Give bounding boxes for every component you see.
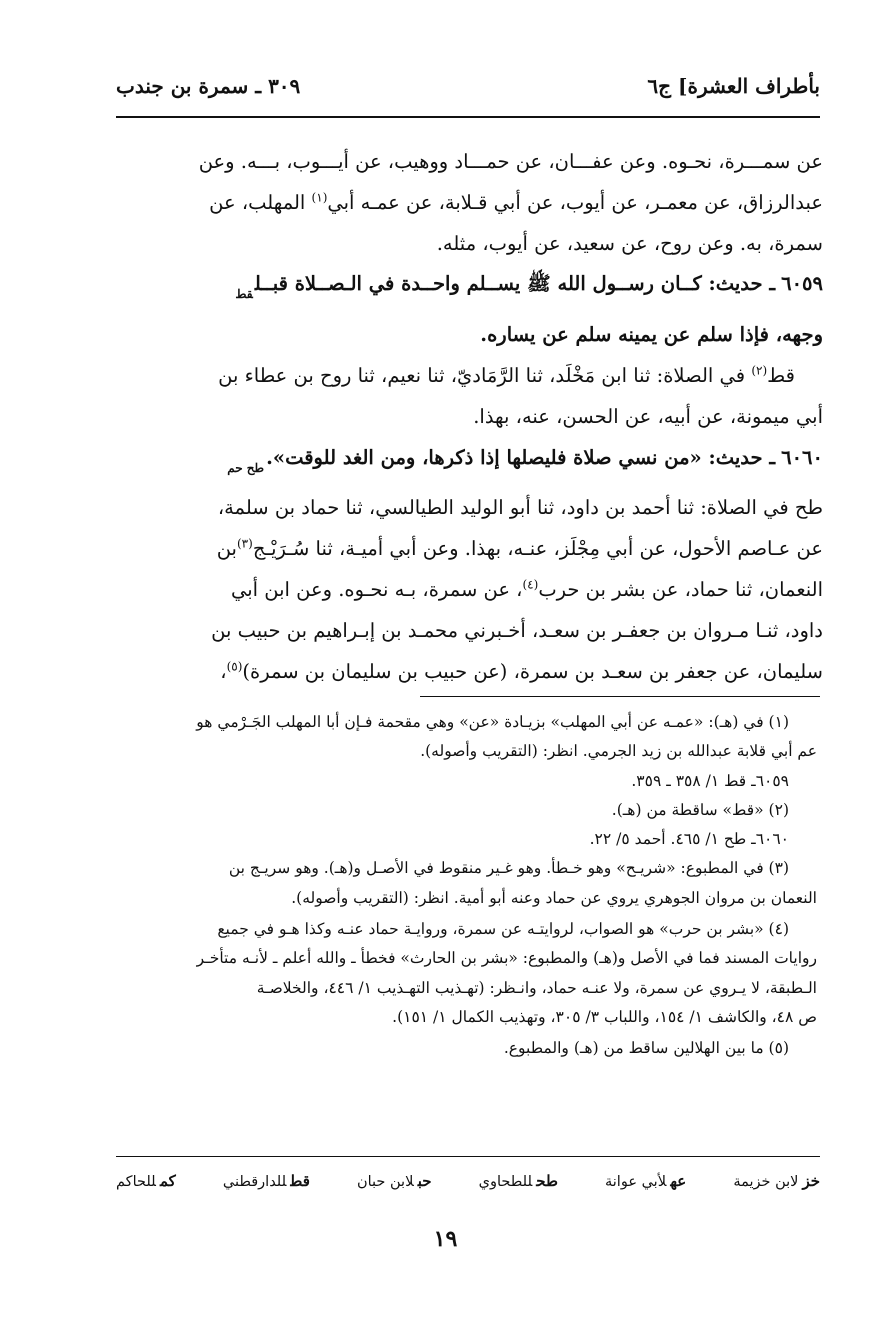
abbreviation-item: حبلابن حبان bbox=[356, 1172, 432, 1190]
abbreviation-item: كمللحاكم bbox=[116, 1172, 176, 1190]
footnote-ref: (٢) bbox=[751, 363, 768, 378]
footnote-5: (٥) ما بين الهلالين ساقط من (هـ) والمطبوع. bbox=[503, 1039, 789, 1058]
main-text bbox=[112, 142, 823, 692]
footnote-2: (٢) «قط» ساقطة من (هـ). bbox=[611, 800, 789, 819]
header-divider bbox=[116, 116, 820, 118]
abbreviation-item: عهلأبي عوانة bbox=[604, 1172, 687, 1190]
running-header bbox=[116, 64, 820, 108]
footnote-line: روايات المسند فما في الأصل و(هـ) والمطبوع: «بشر بن الحارث» فخطأ ـ والله أعلم ـ لأنـه متأخـر bbox=[196, 949, 817, 968]
abbreviation-item: قطللدارقطني bbox=[222, 1172, 310, 1190]
footnote-line: عم أبي قلابة عبدالله بن زيد الجرمي. انظر: (التقريب وأصوله). bbox=[420, 742, 817, 761]
text-line: سمرة، به. وعن روح، عن سعيد، عن أيوب، مثله. bbox=[436, 231, 823, 255]
source-6060: طح في الصلاة: ثنا أحمد بن داود، ثنا أبو الوليد الطيالسي، ثنا حماد بن سلمة، عن عـاصم الأحول، عن أبي مِجْلَز، عنـه، بهذا. وعن أبي أميـة، ثنا سُـرَيْـج$^{(٣)}$بن النعمان، ثنا حماد، عن بشر بن حرب$^{(٤)}$، عن سمرة، بـه نحـوه. وعن ابن أبي داود، ثنـا مـروان بن جعفـر بن سعـد، أخـبرني محمـد بن إبـراهيم بن حبيب بن سليمان، عن جعفر بن سعـد بن سمرة، (عن حبيب بن سليمان بن سمرة)$^{(٥)}$، bbox=[211, 496, 823, 683]
footnote-ref: (٣) bbox=[236, 536, 253, 551]
page-number: ١٩ bbox=[433, 1226, 458, 1252]
hadith-number: ٦٠٥٩ bbox=[781, 272, 823, 296]
footnote-4: (٤) «بشر بن حرب» هو الصواب، لروايتـه عن سمرة، وروايـة حماد عنـه وكذا هـو في جميع bbox=[217, 920, 789, 939]
footnote-divider bbox=[420, 696, 820, 697]
source-symbol: قط bbox=[235, 287, 253, 302]
footnotes bbox=[112, 708, 817, 1064]
abbreviation-item: خزلابن خزيمة bbox=[733, 1172, 820, 1190]
source-symbol: طح حم bbox=[227, 460, 265, 475]
abbreviation-key bbox=[116, 1172, 820, 1190]
footnote-line: ٦٠٦٠ـ طح ١/ ٤٦٥. أحمد ٥/ ٢٢. bbox=[589, 830, 789, 849]
footnote-line: ٦٠٥٩ـ قط ١/ ٣٥٨ ـ ٣٥٩. bbox=[631, 771, 789, 790]
footer-divider bbox=[116, 1156, 820, 1157]
hadith-number: ٦٠٦٠ bbox=[781, 445, 823, 469]
text-line: عبدالرزاق، عن معمـر، عن أيوب، عن أبي قـلابة، عن عمـه أبي$^{(١)}$ المهلب، عن bbox=[209, 190, 823, 214]
text-line: عن سمـــرة، نحـوه. وعن عفـــان، عن حمـــاد ووهيب، عن أيـــوب، بـــه. وعن bbox=[198, 150, 823, 173]
hadith-6059: ٦٠٥٩ـ حديث: كــان رســول الله ﷺ يســلم واحــدة في الـصــلاة قبــل$_{قط}$ وجهه، فإذا سلم عن يمينه سلم عن يساره. bbox=[235, 272, 823, 347]
footnote-line: الـطبقة، لا يـروي عن سمرة، ولا عنـه حماد، وانـظر: (تهـذيب التهـذيب ١/ ٤٤٦، والخلاصـة bbox=[256, 978, 817, 997]
footnote-line: النعمان بن مروان الجوهري يروي عن حماد وعنه أبو أمية. انظر: (التقريب وأصوله). bbox=[291, 888, 817, 907]
source-6059: قط$^{(٢)}$ في الصلاة: ثنا ابن مَخْلَد، ثنا الرَّمَاديّ، ثنا نعيم، ثنا روح بن عطاء بن أبي ميمونة، عن أبيه، عن الحسن، عنه، بهذا. bbox=[218, 363, 823, 428]
footnote-ref: (٥) bbox=[226, 659, 243, 674]
footnote-3: (٣) في المطبوع: «شريـح» وهو خـطأ. وهو غـير منقوط في الأصـل و(هـ). وهو سريـج بن bbox=[228, 859, 789, 878]
footnote-1: (١) في (هـ): «عمـه عن أبي المهلب» بزيـادة «عن» وهي مقحمة فـإن أبا المهلب الجَـرْمي هو bbox=[196, 713, 789, 731]
abbreviation-item: طحللطحاوي bbox=[478, 1172, 558, 1190]
header-book-title: بأطراف العشرة] ج٦ bbox=[647, 74, 820, 98]
footnote-ref: (٤) bbox=[522, 577, 539, 592]
header-chapter-title: ٣٠٩ ـ سمرة بن جندب bbox=[116, 74, 301, 98]
footnote-ref: (١) bbox=[311, 190, 328, 205]
footnote-line: ص ٤٨، والكاشف ١/ ١٥٤، واللباب ٣/ ٣٠٥، وتهذيب الكمال ١/ ١٥١). bbox=[392, 1007, 817, 1026]
hadith-6060: ٦٠٦٠ـ حديث: «من نسي صلاة فليصلها إذا ذكرها، ومن الغد $للوقت»._{طح حم}$ bbox=[227, 445, 823, 475]
